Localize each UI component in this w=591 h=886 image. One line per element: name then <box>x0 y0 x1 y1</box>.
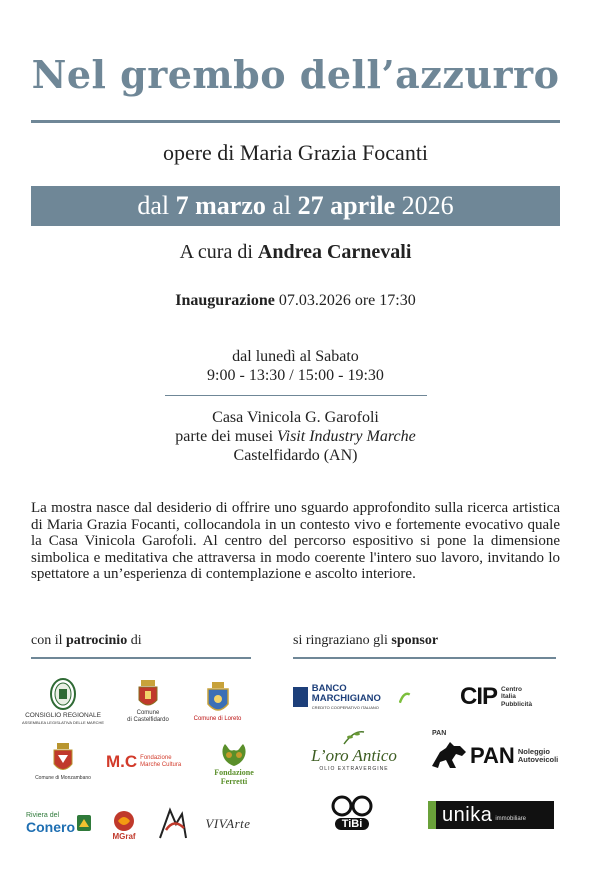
mgraf-logo <box>105 804 143 844</box>
dates-end: 27 aprile <box>297 191 396 220</box>
pan-mark: PAN <box>470 743 515 768</box>
dates-year: 2026 <box>401 191 454 220</box>
fondazione-ferretti-logo <box>208 736 260 790</box>
banco-square-icon <box>293 687 308 707</box>
mc-mark: M.C <box>106 752 138 771</box>
patronage-prefix: con il <box>31 633 63 648</box>
opening-hours <box>0 347 591 385</box>
tibi-logo <box>325 790 379 834</box>
sponsors-bold: sponsor <box>391 633 439 648</box>
marche-cultura-logo <box>106 748 196 776</box>
hours-times: 9:00 - 13:30 / 15:00 - 19:30 <box>207 367 384 384</box>
oro-name: L’oro Antico <box>311 745 397 765</box>
riviera-conero-logo <box>26 808 90 838</box>
venue-block <box>0 408 591 465</box>
patronage-bold: patrocinio <box>66 633 128 648</box>
loreto-logo <box>190 676 245 728</box>
curator-name: Andrea Carnevali <box>257 241 412 263</box>
opening-value: 07.03.2026 ore 17:30 <box>278 292 416 309</box>
consiglio-sub: ASSEMBLEA LEGISLATIVA DELLE MARCHE <box>21 720 105 725</box>
arte-figure-logo <box>153 802 193 844</box>
pan-noleggio-logo <box>430 730 559 776</box>
castelfidardo-name: Comune di Castelfidardo <box>127 710 169 723</box>
conero-name: Conero <box>26 818 75 835</box>
unika-sub: immobiliare <box>495 815 526 822</box>
venue-museum-line <box>0 427 591 446</box>
banco-marchigiano-logo <box>293 684 411 710</box>
abstract-figure-icon <box>156 804 190 842</box>
tibi-circles-icon <box>330 795 374 817</box>
oro-antico-logo <box>310 724 398 776</box>
unika-name: unika <box>442 803 493 826</box>
mgraf-name: MGraf <box>112 831 136 841</box>
sponsors-prefix: si ringraziano gli <box>293 633 388 648</box>
consiglio-regionale-logo <box>21 676 105 728</box>
conero-top: Riviera del <box>26 811 60 819</box>
sponsors-heading <box>293 633 438 649</box>
mc-text: Fondazione Marche Cultura <box>140 755 182 768</box>
banco-name: BANCO MARCHIGIANO <box>311 682 381 704</box>
vivarte-name: VIVArte <box>205 816 251 831</box>
consiglio-name: CONSIGLIO REGIONALE <box>25 712 101 719</box>
exhibition-subtitle: opere di Maria Grazia Focanti <box>162 140 429 165</box>
hours-days: dal lunedì al Sabato <box>232 348 359 365</box>
curator-prefix: A cura di <box>179 241 253 263</box>
ferretti-name: Fondazione Ferretti <box>214 768 254 786</box>
title-divider <box>31 120 560 123</box>
mgraf-swirl-icon <box>112 809 136 833</box>
exhibition-description: La mostra nasce dal desiderio di offrire uno sguardo approfondito sulla ricerca artistica di Maria Grazia Focanti, collocandola in un contesto vivo e fortemente evocativo quale la Casa Vinicola Garofoli. Al centro del percorso espositivo si pone la dimensione simbolica e meditativa che attraversa in modo coerente l'intero suo lavoro, invitando lo spettatore a un’esperienza di contemplazione e ascolto interiore. <box>31 500 560 582</box>
monzambano-name: Comune di Monzambano <box>35 774 91 781</box>
banco-sub: CREDITO COOPERATIVO ITALIANO <box>311 704 379 710</box>
pan-text: Noleggio Autoveicoli <box>517 746 559 764</box>
venue-name: Casa Vinicola G. Garofoli <box>212 409 379 426</box>
opening-label: Inaugurazione <box>175 292 275 309</box>
curator-line <box>0 241 591 264</box>
opening-line <box>0 292 591 310</box>
tibi-name: TiBi <box>335 818 370 830</box>
patronage-rule <box>31 657 251 659</box>
venue-museum-prefix: parte dei musei <box>175 428 274 445</box>
monzambano-logo <box>34 738 92 786</box>
unika-green-bar <box>428 801 436 829</box>
sponsors-rule <box>293 657 556 659</box>
castelfidardo-logo <box>124 676 172 728</box>
olive-branch-icon <box>342 728 366 746</box>
dog-silhouette-icon <box>430 738 470 770</box>
castelfidardo-crest-icon <box>137 680 159 710</box>
vivarte-logo <box>201 812 255 836</box>
dates-start: 7 marzo <box>175 191 266 220</box>
venue-museum-name: Visit Industry Marche <box>277 428 416 445</box>
cip-text: Centro Italia Pubblicità <box>501 685 533 708</box>
loreto-name: Comune di Loreto <box>193 715 242 722</box>
loreto-crest-icon <box>206 682 230 716</box>
conero-badge-icon <box>77 815 91 831</box>
venue-city: Castelfidardo (AN) <box>233 447 358 464</box>
cip-mark: CIP <box>460 683 498 710</box>
cip-logo <box>460 682 560 712</box>
dates-banner <box>31 186 560 226</box>
unika-logo <box>428 801 554 829</box>
patronage-heading <box>31 633 142 649</box>
monzambano-crest-icon <box>52 743 74 775</box>
patronage-suffix: di <box>130 633 142 648</box>
consiglio-emblem-icon <box>48 678 78 712</box>
oak-leaf-icon <box>217 740 251 768</box>
pan-small: PAN <box>432 730 447 737</box>
dates-middle: al <box>272 191 292 220</box>
oro-sub: OLIO EXTRAVERGINE <box>319 765 389 772</box>
venue-divider <box>165 395 427 396</box>
exhibition-title: Nel grembo dell’azzurro <box>31 52 560 97</box>
dates-prefix: dal <box>137 191 170 220</box>
banco-wave-icon <box>399 688 411 706</box>
